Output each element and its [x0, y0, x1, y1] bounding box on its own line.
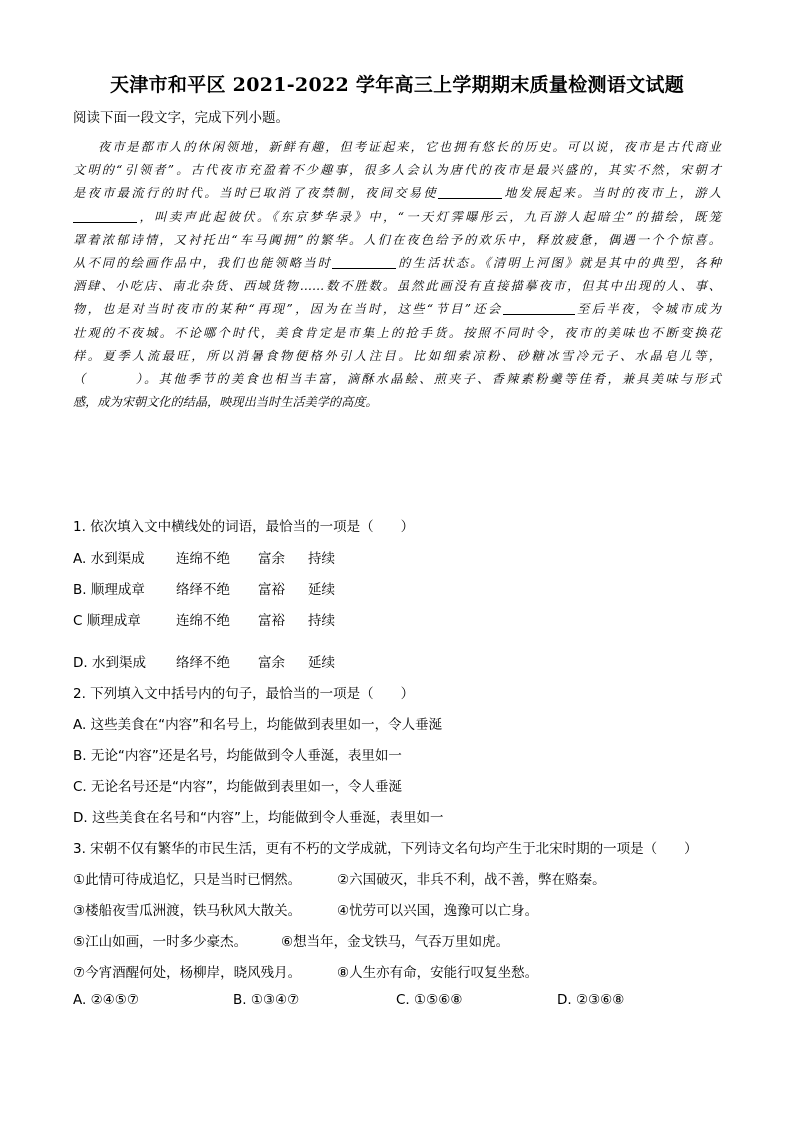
question-2-option-a: A. 这些美食在“内容”和名号上，均能做到表里如一，令人垂涎	[73, 717, 443, 733]
poem-line: ③楼船夜雪瓜洲渡，铁马秋风大散关。	[73, 903, 302, 919]
passage-line	[73, 206, 721, 229]
question-3-stem: 3. 宋朝不仅有繁华的市民生活，更有不朽的文学成就，下列诗文名句均产生于北宋时期的一项是（ ）	[73, 841, 698, 857]
passage-line	[73, 252, 721, 275]
passage-text: 至后半夜，令城市成为	[574, 302, 721, 317]
question-2-option-b: B. 无论“内容”还是名号，均能做到令人垂涎，表里如一	[73, 748, 402, 764]
passage-text: 物，也是对当时夜市的某种“再现”，因为在当时，这些“节目”还会	[73, 302, 503, 317]
answer-option-c: C. ①⑤⑥⑧	[396, 992, 463, 1008]
fill-blank-1	[438, 184, 502, 199]
passage-line	[73, 182, 721, 205]
poem-line: ④忧劳可以兴国，逸豫可以亡身。	[337, 903, 539, 919]
answer-option-b: B. ①③④⑦	[233, 992, 300, 1008]
passage-line: 文明的“引领者”。古代夜市充盈着不少趣事，很多人会认为唐代的夜市是最兴盛的，其实不然，宋朝才	[73, 163, 721, 178]
passage-line: 酒肆、小吃店、南北杂货、西域货物……数不胜数。虽然此画没有直接描摹夜市，但其中出现的人、事、	[73, 279, 721, 294]
reading-instruction: 阅读下面一段文字，完成下列小题。	[73, 110, 289, 126]
fill-blank-2	[73, 208, 137, 223]
question-3-items-row	[73, 899, 538, 919]
passage-text: 的生活状态。《清明上河图》就是其中的典型，各种	[396, 255, 722, 270]
question-1-option-c: C 顺理成章 连绵不绝 富裕 持续	[73, 613, 335, 629]
fill-blank-4	[503, 300, 575, 315]
passage-line: 罩着浓郁诗情，又衬托出“车马阗拥”的繁华。人们在夜色给予的欢乐中，释放疲惫，偶遇一个个惊喜。	[73, 232, 721, 247]
question-1-option-b: B. 顺理成章 络绎不绝 富裕 延续	[73, 582, 335, 598]
passage-line	[73, 368, 721, 391]
question-3-items-row	[73, 961, 538, 981]
passage-line	[73, 298, 721, 321]
answer-option-a: A. ②④⑤⑦	[73, 992, 139, 1008]
question-1-stem: 1. 依次填入文中横线处的词语，最恰当的一项是（ ）	[73, 519, 415, 535]
question-2-option-c: C. 无论名号还是“内容”，均能做到表里如一，令人垂涎	[73, 779, 402, 795]
poem-line: ⑥想当年，金戈铁马，气吞万里如虎。	[281, 934, 510, 950]
fill-blank-3	[332, 254, 396, 269]
passage-line: 样。夏季人流最旺，所以消暑食物便格外引人注目。比如细索凉粉、砂糖冰雪冷元子、水晶皂儿等，	[73, 348, 721, 363]
poem-line: ①此情可待成追忆，只是当时已惘然。	[73, 872, 302, 888]
poem-line: ⑦今宵酒醒何处，杨柳岸，晓风残月。	[73, 965, 302, 981]
passage-text: ）。其他季节的美食也相当丰富，滴酥水晶鲙、煎夹子、香辣素粉羹等佳肴，兼具美味与形式	[133, 371, 721, 386]
page-title: 天津市和平区 2021-2022 学年高三上学期期末质量检测语文试题	[109, 74, 685, 96]
poem-line: ⑤江山如画，一时多少豪杰。	[73, 934, 248, 950]
poem-line: ②六国破灭，非兵不利，战不善，弊在赂秦。	[337, 872, 606, 888]
question-1-option-d: D. 水到渠成 络绎不绝 富余 延续	[73, 655, 335, 671]
poem-line: ⑧人生亦有命，安能行叹复坐愁。	[337, 965, 539, 981]
question-3-items-row	[73, 930, 509, 950]
passage-line: 感，成为宋朝文化的结晶，映现出当时生活美学的高度。	[73, 395, 378, 410]
passage-text: 是夜市最流行的时代。当时已取消了夜禁制，夜间交易使	[73, 186, 438, 201]
reading-passage	[73, 136, 721, 414]
passage-text: 从不同的绘画作品中，我们也能领略当时	[73, 255, 333, 270]
passage-line: 壮观的不夜城。不论哪个时代，美食肯定是市集上的抢手货。按照不同时令，夜市的美味也不断变换花	[73, 325, 721, 340]
passage-text: 地发展起来。当时的夜市上，游人	[502, 186, 721, 201]
passage-line: 夜市是都市人的休闲领地，新鲜有趣，但考证起来，它也拥有悠长的历史。可以说，夜市是古代商业	[98, 140, 721, 154]
question-1-option-a: A. 水到渠成 连绵不绝 富余 持续	[73, 551, 335, 567]
question-2-option-d: D. 这些美食在名号和“内容”上，均能做到令人垂涎，表里如一	[73, 810, 444, 826]
answer-option-d: D. ②③⑥⑧	[557, 992, 625, 1008]
question-3-items-row	[73, 868, 606, 888]
passage-text: ，叫卖声此起彼伏。《东京梦华录》中，“一天灯霁曝彤云，九百游人起暗尘”的描绘，既笼	[137, 209, 721, 224]
answer-paren-open: （	[73, 371, 88, 386]
question-2-stem: 2. 下列填入文中括号内的句子，最恰当的一项是（ ）	[73, 686, 415, 702]
